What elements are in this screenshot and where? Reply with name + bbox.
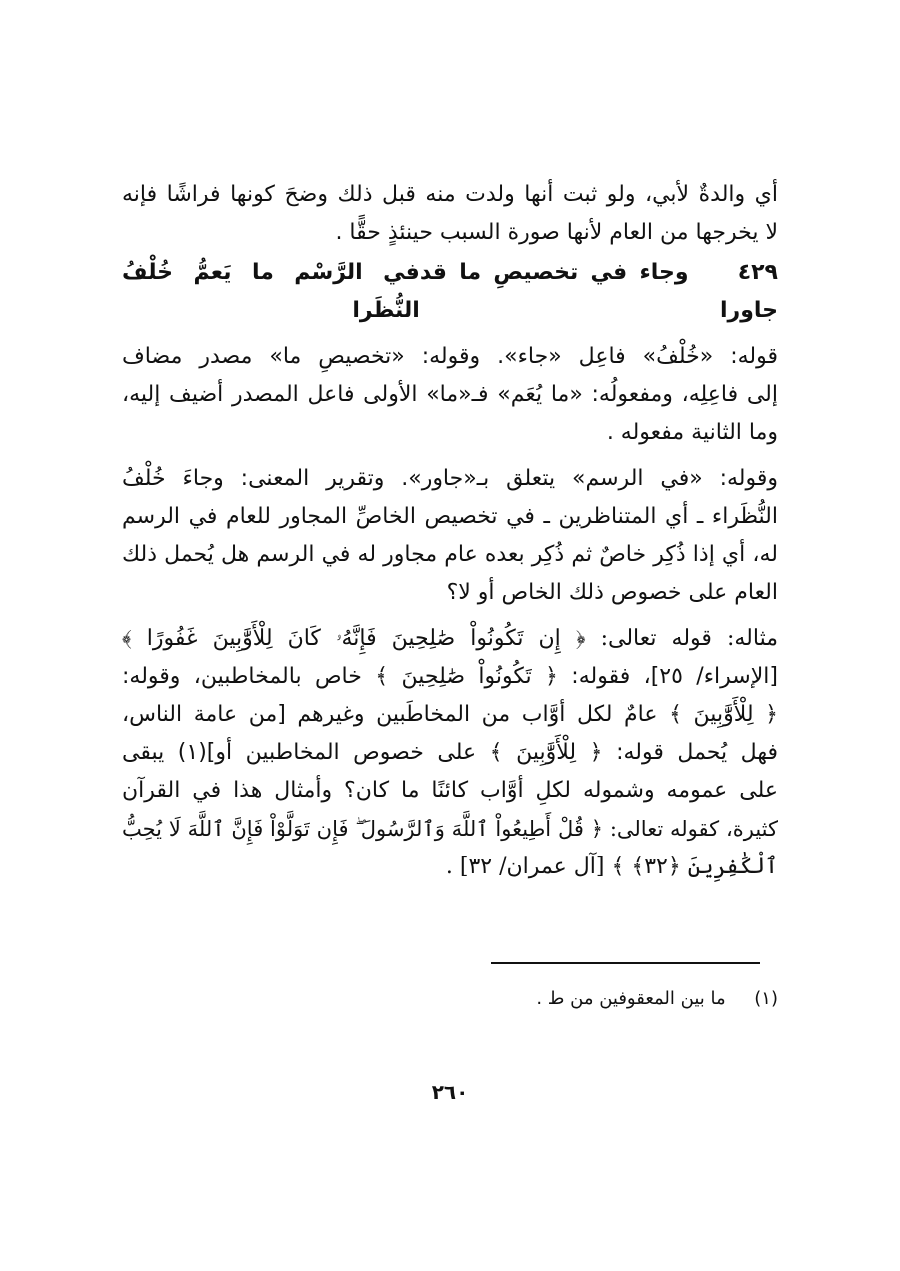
paragraph-intro	[122, 176, 778, 252]
text-line: العام على خصوص ذلك الخاص أو لا؟	[446, 580, 778, 605]
verse-number: ٤٢٩	[737, 260, 778, 285]
footnote-divider	[491, 962, 760, 964]
text-line: مثاله: قوله تعالى: ﴿ إِن تَكُونُواْ صَٰلِحِينَ فَإِنَّهُۥ كَانَ لِلْأَوَّٰبِينَ غَفُورًا ﴾	[122, 626, 778, 651]
text-line: لا يخرجها من العام لأنها صورة السبب حينئذٍ حقًّا .	[335, 220, 778, 245]
text-line: على عمومه وشموله لكلِ أوَّاب كائنًا ما كان؟ وأمثال هذا في القرآن	[122, 778, 778, 803]
main-text	[122, 176, 778, 886]
verse-first-part	[420, 254, 778, 330]
verse-first-hemistich: وجاء في تخصيصِ ما قد جاورا	[419, 260, 778, 323]
text-line: إلى فاعِلِه، ومفعولُه: «ما يُعَم» فـ«ما» الأولى فاعل المصدر أضيف إليه،	[122, 382, 778, 407]
text-line: [الإسراء/ ٢٥]، فقوله: ﴿ تَكُونُواْ صَٰلِحِينَ ﴾ خاص بالمخاطبين، وقوله:	[122, 664, 778, 689]
footnote	[536, 985, 778, 1013]
text-line: وقوله: «في الرسم» يتعلق بـ«جاور». وتقرير المعنى: وجاءَ خُلْفُ	[122, 466, 778, 491]
paragraph-meaning	[122, 460, 778, 612]
text-line: كثيرة، كقوله تعالى: ﴿ قُلْ أَطِيعُواْ ٱللَّهَ وَٱلرَّسُولَ ۖ فَإِن تَوَلَّوْاْ فَإِنَّ ٱللَّهَ لَا يُحِبُّ	[122, 817, 778, 841]
text-line: له، أي إذا ذُكِر خاصٌ ثم ذُكِر بعده عام مجاور له في الرسم هل يُحمل ذلك	[122, 542, 778, 567]
text-line: فهل يُحمل قوله: ﴿ لِلْأَوَّٰبِينَ ﴾ على خصوص المخاطبين أو](١) يبقى	[122, 740, 778, 765]
footnote-text: ما بين المعقوفين من ط .	[536, 988, 726, 1009]
text-line: أي والدةٌ لأبي، ولو ثبت أنها ولدت منه قبل ذلك وضحَ كونها فراشًا فإنه	[122, 182, 778, 207]
text-line: قوله: «خُلْفُ» فاعِل «جاء». وقوله: «تخصيصِ ما» مصدر مضاف	[122, 344, 778, 369]
footnote-marker: (١)	[754, 988, 778, 1009]
text-line: النُّظَراء ـ أي المتناظرين ـ في تخصيص الخاصِّ المجاور للعام في الرسم	[122, 504, 778, 529]
page-number: ٢٦٠	[431, 1080, 469, 1104]
paragraph-example	[122, 620, 778, 886]
text-line: ٱلْكَٰفِرِينَ ﴿٣٢﴾ ﴾ [آل عمران/ ٣٢] .	[445, 854, 778, 879]
verse-line	[122, 254, 778, 330]
text-line: ﴿ لِلْأَوَّٰبِينَ ﴾ عامٌ لكل أوَّاب من المخاطَبين وغيرهم [من عامة الناس،	[122, 702, 778, 727]
verse-second-hemistich: في الرَّسْم ما يَعمُّ خُلْفُ النُّظَرا	[122, 260, 420, 323]
paragraph-grammar	[122, 338, 778, 452]
text-line: وما الثانية مفعوله .	[606, 420, 778, 445]
